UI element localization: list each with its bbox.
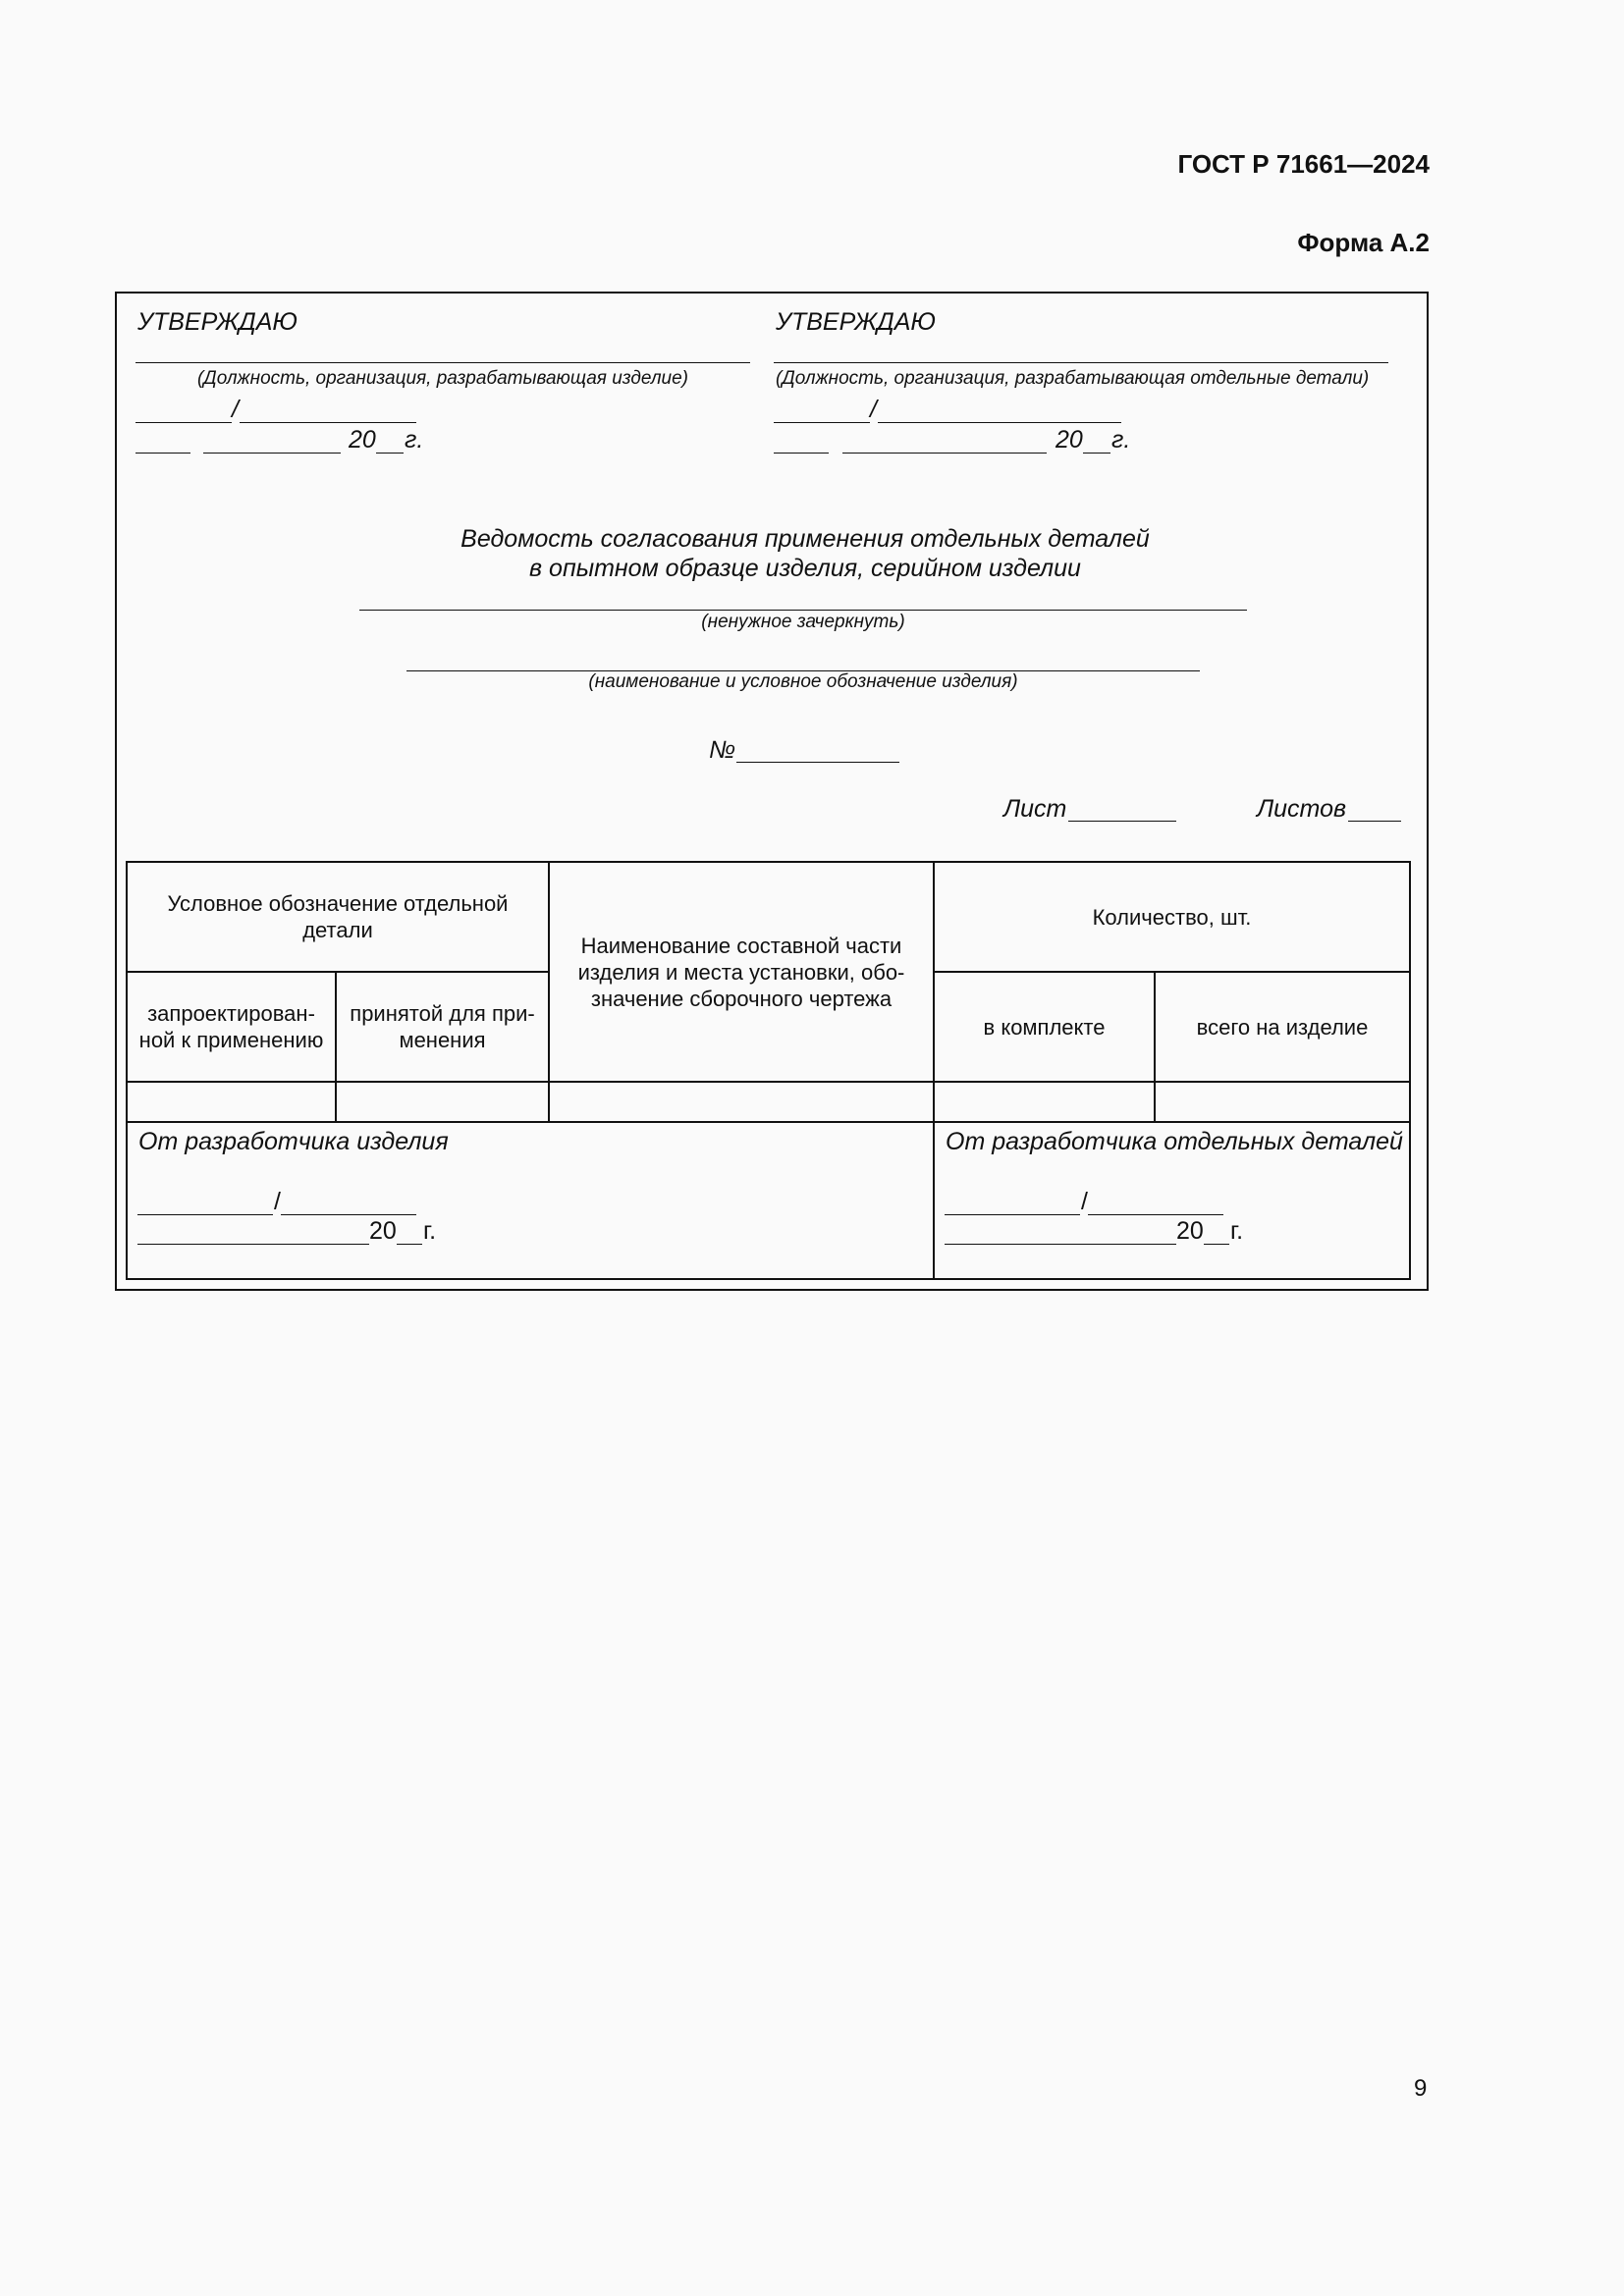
- approve-right-caption: (Должность, организация, разрабатывающая отдельные детали): [776, 368, 1370, 389]
- approve-right-month-line[interactable]: [842, 453, 1047, 454]
- sheet-label: Лист: [1003, 795, 1067, 823]
- product-note: (наименование и условное обозначение изделия): [588, 671, 1018, 692]
- approve-left-position-line[interactable]: [135, 362, 750, 363]
- table-cell-designed[interactable]: [128, 1083, 335, 1121]
- approve-right-slash: /: [870, 396, 877, 423]
- approve-right-name-line[interactable]: [878, 422, 1121, 423]
- approve-left-day-line[interactable]: [135, 453, 190, 454]
- approve-left-title: УТВЕРЖДАЮ: [137, 308, 298, 336]
- col-header-designation: Условное обозначение отдельной детали: [167, 891, 509, 942]
- col-header-accepted: принятой для при-менения: [350, 1001, 535, 1052]
- signature-right-title: От разработчика отдельных деталей: [946, 1128, 1403, 1155]
- approve-right-title: УТВЕРЖДАЮ: [776, 308, 936, 336]
- number-label: №: [709, 736, 736, 764]
- col-header-in-kit: в комплекте: [983, 1014, 1106, 1040]
- approve-left-year-suffix: г.: [405, 426, 424, 454]
- sheets-label: Листов: [1257, 795, 1347, 823]
- approve-left-caption: (Должность, организация, разрабатывающая изделие): [196, 368, 689, 389]
- signature-right-year-line[interactable]: [1204, 1244, 1229, 1245]
- standard-number: ГОСТ Р 71661—2024: [1177, 149, 1430, 179]
- signature-left-slash: /: [274, 1188, 281, 1215]
- sheets-line[interactable]: [1348, 821, 1401, 822]
- approve-left-year-prefix: 20: [349, 426, 376, 454]
- col-header-quantity: Количество, шт.: [1092, 904, 1252, 930]
- signature-left-date-line[interactable]: [137, 1244, 369, 1245]
- signature-right-year-suffix: г.: [1230, 1217, 1244, 1245]
- approve-right-position-line[interactable]: [774, 362, 1388, 363]
- approve-right-year-line[interactable]: [1083, 453, 1110, 454]
- signature-left-title: От разработчика изделия: [138, 1128, 449, 1155]
- document-title-line1: Ведомость согласования применения отдельных деталей: [460, 525, 1150, 553]
- signature-right-slash: /: [1081, 1188, 1088, 1215]
- signature-right-date-line[interactable]: [945, 1244, 1176, 1245]
- table-cell-component-name[interactable]: [550, 1083, 933, 1121]
- signature-left-year-suffix: г.: [423, 1217, 437, 1245]
- approve-right-year-suffix: г.: [1111, 426, 1131, 454]
- col-header-component-name: Наименование составной части изделия и места установки, обо-значение сборочного чертежа: [577, 933, 905, 1011]
- signature-left-year-line[interactable]: [397, 1244, 422, 1245]
- strike-note: (ненужное зачеркнуть): [701, 612, 905, 632]
- approve-left-year-line[interactable]: [376, 453, 404, 454]
- approve-right-signature-line[interactable]: [774, 422, 870, 423]
- table-cell-total[interactable]: [1156, 1083, 1409, 1121]
- approve-left-signature-line[interactable]: [135, 422, 232, 423]
- table-cell-in-kit[interactable]: [935, 1083, 1154, 1121]
- signature-left-sign-line[interactable]: [137, 1214, 273, 1215]
- col-header-total: всего на изделие: [1196, 1014, 1369, 1040]
- variant-line[interactable]: [359, 610, 1247, 611]
- number-line[interactable]: [736, 762, 899, 763]
- document-title-line2: в опытном образце изделия, серийном изделии: [529, 555, 1081, 582]
- approve-left-name-line[interactable]: [240, 422, 416, 423]
- signature-left-name-line[interactable]: [281, 1214, 416, 1215]
- signature-right-year-prefix: 20: [1176, 1217, 1204, 1245]
- form-label: Форма А.2: [1297, 228, 1430, 257]
- table-cell-accepted[interactable]: [337, 1083, 548, 1121]
- signature-right-sign-line[interactable]: [945, 1214, 1080, 1215]
- signature-left-year-prefix: 20: [369, 1217, 397, 1245]
- page-number: 9: [1414, 2075, 1428, 2102]
- signature-right-name-line[interactable]: [1088, 1214, 1223, 1215]
- approve-right-year-prefix: 20: [1056, 426, 1083, 454]
- approve-left-slash: /: [232, 396, 239, 423]
- approve-left-month-line[interactable]: [203, 453, 341, 454]
- sheet-line[interactable]: [1068, 821, 1176, 822]
- col-header-designed: запроектирован-ной к применению: [138, 1001, 324, 1052]
- approve-right-day-line[interactable]: [774, 453, 829, 454]
